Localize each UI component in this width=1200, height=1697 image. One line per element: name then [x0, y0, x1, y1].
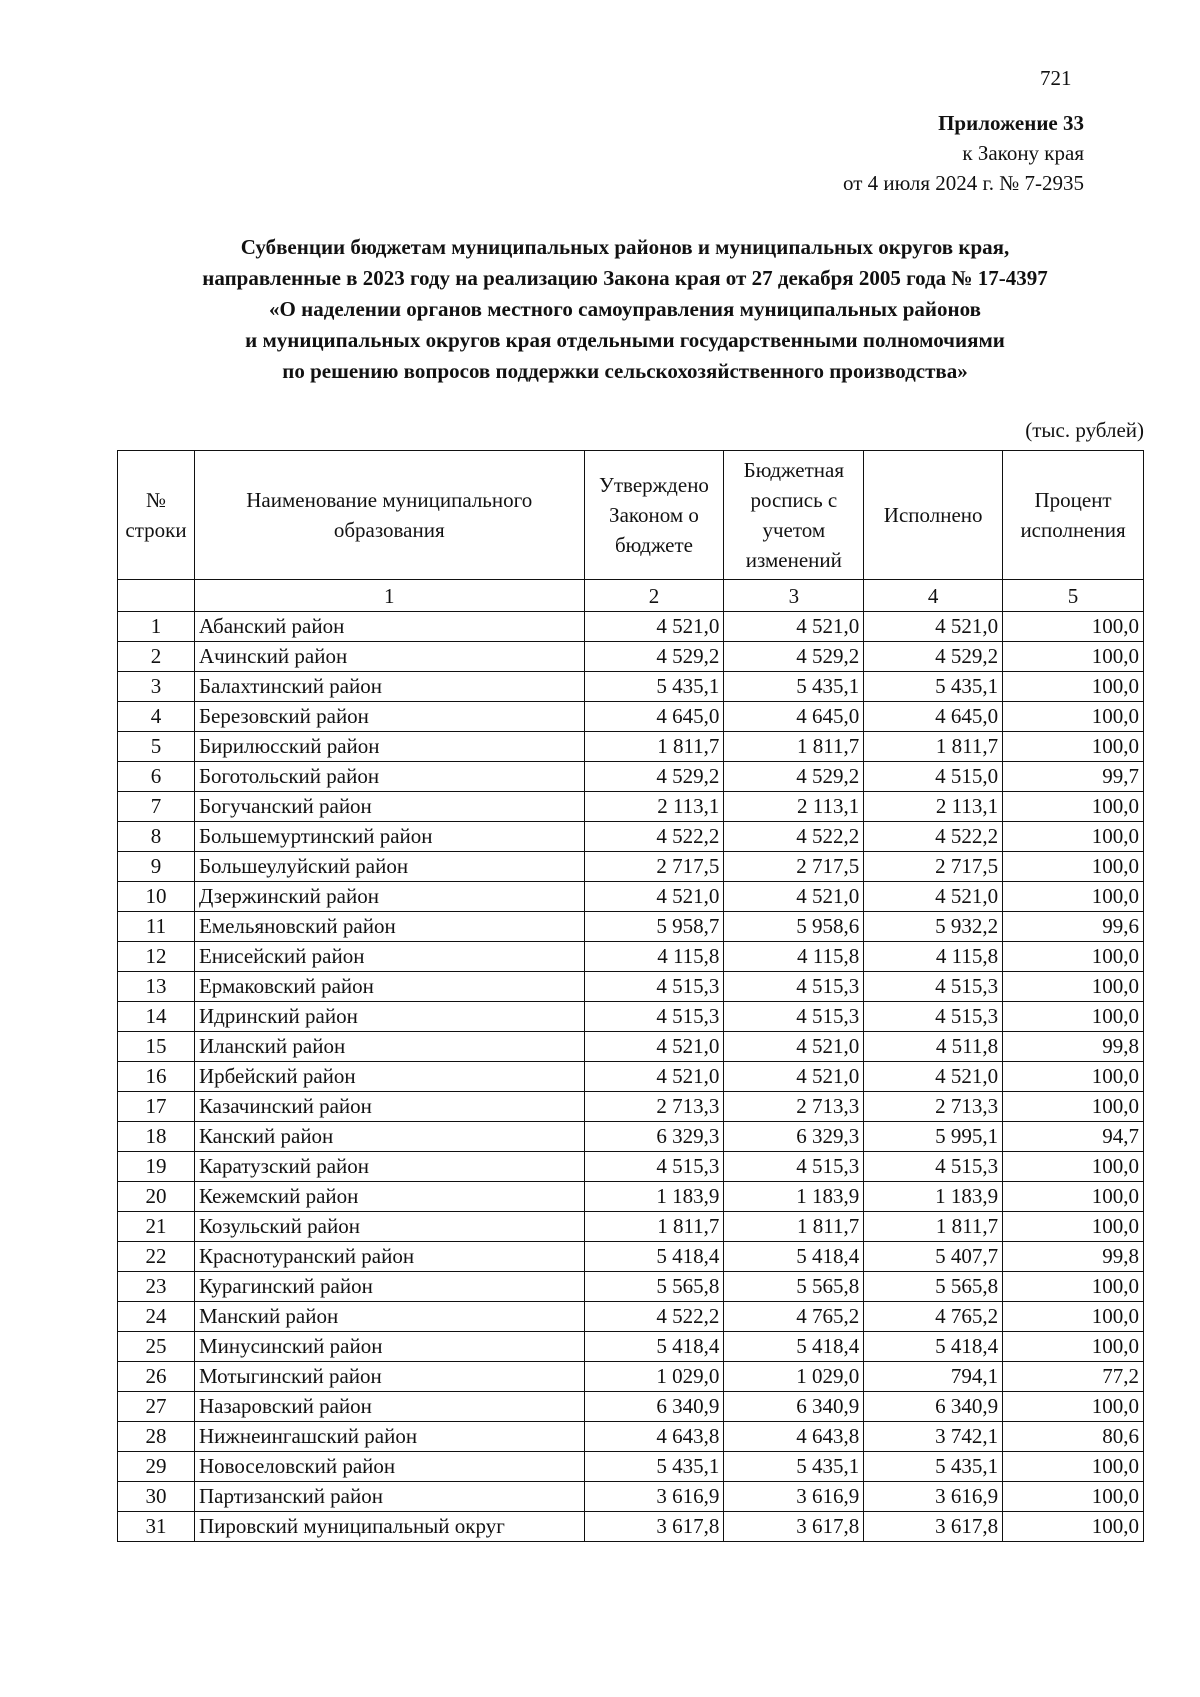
- row-number: 24: [118, 1302, 195, 1332]
- executed-value: 3 616,9: [864, 1482, 1003, 1512]
- schedule-value: 5 418,4: [724, 1242, 864, 1272]
- table-row: [118, 612, 1144, 642]
- table-row: [118, 1122, 1144, 1152]
- executed-value: 4 521,0: [864, 612, 1003, 642]
- schedule-value: 4 521,0: [724, 1032, 864, 1062]
- approved-value: 1 183,9: [584, 1182, 724, 1212]
- executed-value: 5 407,7: [864, 1242, 1003, 1272]
- percent-value: 100,0: [1003, 1332, 1144, 1362]
- municipality-name: Богучанский район: [194, 792, 584, 822]
- executed-value: 794,1: [864, 1362, 1003, 1392]
- table-header-row: [118, 451, 1144, 580]
- row-number: 28: [118, 1422, 195, 1452]
- municipality-name: Минусинский район: [194, 1332, 584, 1362]
- approved-value: 1 811,7: [584, 732, 724, 762]
- title-line: по решению вопросов поддержки сельскохозяйственного производства»: [282, 359, 968, 383]
- approved-value: 4 515,3: [584, 1002, 724, 1032]
- table-row: [118, 972, 1144, 1002]
- page-number: 721: [1040, 66, 1072, 90]
- row-number: 10: [118, 882, 195, 912]
- title-line: «О наделении органов местного самоуправления муниципальных районов: [269, 297, 981, 321]
- percent-value: 100,0: [1003, 882, 1144, 912]
- percent-value: 94,7: [1003, 1122, 1144, 1152]
- approved-value: 5 435,1: [584, 672, 724, 702]
- approved-value: 4 529,2: [584, 762, 724, 792]
- municipality-name: Березовский район: [194, 702, 584, 732]
- schedule-value: 2 717,5: [724, 852, 864, 882]
- column-numbers-row: [118, 580, 1144, 612]
- row-number: 13: [118, 972, 195, 1002]
- executed-value: 4 521,0: [864, 1062, 1003, 1092]
- municipality-name: Енисейский район: [194, 942, 584, 972]
- schedule-value: 5 958,6: [724, 912, 864, 942]
- subventions-table: [117, 450, 1144, 1542]
- municipality-name: Большеулуйский район: [194, 852, 584, 882]
- row-number: 9: [118, 852, 195, 882]
- row-number: 12: [118, 942, 195, 972]
- approved-value: 3 616,9: [584, 1482, 724, 1512]
- approved-value: 2 713,3: [584, 1092, 724, 1122]
- row-number: 23: [118, 1272, 195, 1302]
- row-number: 17: [118, 1092, 195, 1122]
- table-row: [118, 1392, 1144, 1422]
- executed-value: 4 765,2: [864, 1302, 1003, 1332]
- executed-value: 3 742,1: [864, 1422, 1003, 1452]
- percent-value: 99,8: [1003, 1242, 1144, 1272]
- percent-value: 100,0: [1003, 852, 1144, 882]
- municipality-name: Курагинский район: [194, 1272, 584, 1302]
- column-number: 1: [194, 580, 584, 612]
- title-line: и муниципальных округов края отдельными государственными полномочиями: [245, 328, 1005, 352]
- header-percent: Процент исполнения: [1003, 451, 1144, 580]
- table-row: [118, 912, 1144, 942]
- row-number: 22: [118, 1242, 195, 1272]
- schedule-value: 1 811,7: [724, 732, 864, 762]
- row-number: 27: [118, 1392, 195, 1422]
- row-number: 11: [118, 912, 195, 942]
- row-number: 15: [118, 1032, 195, 1062]
- executed-value: 4 511,8: [864, 1032, 1003, 1062]
- executed-value: 4 522,2: [864, 822, 1003, 852]
- schedule-value: 4 529,2: [724, 642, 864, 672]
- schedule-value: 1 183,9: [724, 1182, 864, 1212]
- executed-value: 4 515,0: [864, 762, 1003, 792]
- document-title: [110, 232, 1140, 387]
- municipality-name: Партизанский район: [194, 1482, 584, 1512]
- table-row: [118, 792, 1144, 822]
- schedule-value: 1 811,7: [724, 1212, 864, 1242]
- approved-value: 1 029,0: [584, 1362, 724, 1392]
- approved-value: 5 565,8: [584, 1272, 724, 1302]
- appendix-title: Приложение 33: [938, 111, 1084, 135]
- approved-value: 5 418,4: [584, 1332, 724, 1362]
- table-row: [118, 852, 1144, 882]
- percent-value: 100,0: [1003, 1272, 1144, 1302]
- row-number: 3: [118, 672, 195, 702]
- row-number: 26: [118, 1362, 195, 1392]
- municipality-name: Большемуртинский район: [194, 822, 584, 852]
- row-number: 21: [118, 1212, 195, 1242]
- percent-value: 100,0: [1003, 972, 1144, 1002]
- municipality-name: Мотыгинский район: [194, 1362, 584, 1392]
- schedule-value: 4 515,3: [724, 972, 864, 1002]
- row-number: 30: [118, 1482, 195, 1512]
- approved-value: 6 329,3: [584, 1122, 724, 1152]
- executed-value: 1 811,7: [864, 732, 1003, 762]
- schedule-value: 4 515,3: [724, 1002, 864, 1032]
- table-row: [118, 1332, 1144, 1362]
- approved-value: 4 521,0: [584, 1032, 724, 1062]
- table-row: [118, 1362, 1144, 1392]
- percent-value: 100,0: [1003, 702, 1144, 732]
- approved-value: 4 521,0: [584, 882, 724, 912]
- schedule-value: 4 515,3: [724, 1152, 864, 1182]
- municipality-name: Ермаковский район: [194, 972, 584, 1002]
- approved-value: 3 617,8: [584, 1512, 724, 1542]
- municipality-name: Дзержинский район: [194, 882, 584, 912]
- municipality-name: Нижнеингашский район: [194, 1422, 584, 1452]
- row-number: 2: [118, 642, 195, 672]
- schedule-value: 5 435,1: [724, 1452, 864, 1482]
- municipality-name: Бирилюсский район: [194, 732, 584, 762]
- appendix-block: [843, 108, 1084, 198]
- row-number: 16: [118, 1062, 195, 1092]
- row-number: 5: [118, 732, 195, 762]
- table-row: [118, 642, 1144, 672]
- units-label: (тыс. рублей): [1025, 418, 1144, 442]
- municipality-name: Балахтинский район: [194, 672, 584, 702]
- row-number: 31: [118, 1512, 195, 1542]
- municipality-name: Емельяновский район: [194, 912, 584, 942]
- municipality-name: Ачинский район: [194, 642, 584, 672]
- percent-value: 99,7: [1003, 762, 1144, 792]
- executed-value: 2 713,3: [864, 1092, 1003, 1122]
- executed-value: 1 811,7: [864, 1212, 1003, 1242]
- executed-value: 4 529,2: [864, 642, 1003, 672]
- schedule-value: 3 616,9: [724, 1482, 864, 1512]
- table-row: [118, 1062, 1144, 1092]
- schedule-value: 4 115,8: [724, 942, 864, 972]
- column-number: 2: [584, 580, 724, 612]
- row-number: 18: [118, 1122, 195, 1152]
- table-row: [118, 672, 1144, 702]
- percent-value: 100,0: [1003, 1452, 1144, 1482]
- percent-value: 100,0: [1003, 792, 1144, 822]
- percent-value: 99,8: [1003, 1032, 1144, 1062]
- table-row: [118, 1002, 1144, 1032]
- schedule-value: 4 529,2: [724, 762, 864, 792]
- row-number: 19: [118, 1152, 195, 1182]
- executed-value: 5 418,4: [864, 1332, 1003, 1362]
- header-municipality: Наименование муниципального образования: [194, 451, 584, 580]
- row-number: 7: [118, 792, 195, 822]
- executed-value: 4 645,0: [864, 702, 1003, 732]
- municipality-name: Абанский район: [194, 612, 584, 642]
- column-number: 4: [864, 580, 1003, 612]
- percent-value: 100,0: [1003, 732, 1144, 762]
- approved-value: 4 522,2: [584, 1302, 724, 1332]
- table-row: [118, 1182, 1144, 1212]
- schedule-value: 4 765,2: [724, 1302, 864, 1332]
- column-number: [118, 580, 195, 612]
- table-row: [118, 1152, 1144, 1182]
- row-number: 20: [118, 1182, 195, 1212]
- municipality-name: Идринский район: [194, 1002, 584, 1032]
- approved-value: 2 113,1: [584, 792, 724, 822]
- table-row: [118, 822, 1144, 852]
- schedule-value: 5 435,1: [724, 672, 864, 702]
- executed-value: 4 521,0: [864, 882, 1003, 912]
- percent-value: 100,0: [1003, 672, 1144, 702]
- appendix-law-ref: к Закону края: [962, 141, 1084, 165]
- percent-value: 100,0: [1003, 612, 1144, 642]
- percent-value: 100,0: [1003, 1002, 1144, 1032]
- header-approved: Утверждено Законом о бюджете: [584, 451, 724, 580]
- executed-value: 5 995,1: [864, 1122, 1003, 1152]
- percent-value: 100,0: [1003, 1512, 1144, 1542]
- approved-value: 1 811,7: [584, 1212, 724, 1242]
- municipality-name: Иланский район: [194, 1032, 584, 1062]
- municipality-name: Краснотуранский район: [194, 1242, 584, 1272]
- schedule-value: 5 565,8: [724, 1272, 864, 1302]
- row-number: 4: [118, 702, 195, 732]
- table-row: [118, 1512, 1144, 1542]
- percent-value: 100,0: [1003, 1182, 1144, 1212]
- percent-value: 99,6: [1003, 912, 1144, 942]
- approved-value: 4 522,2: [584, 822, 724, 852]
- approved-value: 4 529,2: [584, 642, 724, 672]
- table-row: [118, 1302, 1144, 1332]
- header-row-number: № строки: [118, 451, 195, 580]
- table-row: [118, 762, 1144, 792]
- percent-value: 100,0: [1003, 1392, 1144, 1422]
- municipality-name: Кежемский район: [194, 1182, 584, 1212]
- schedule-value: 4 521,0: [724, 882, 864, 912]
- table-row: [118, 732, 1144, 762]
- schedule-value: 4 643,8: [724, 1422, 864, 1452]
- approved-value: 4 115,8: [584, 942, 724, 972]
- schedule-value: 5 418,4: [724, 1332, 864, 1362]
- executed-value: 4 515,3: [864, 1002, 1003, 1032]
- table-body: [118, 612, 1144, 1542]
- table-row: [118, 882, 1144, 912]
- executed-value: 5 932,2: [864, 912, 1003, 942]
- schedule-value: 2 713,3: [724, 1092, 864, 1122]
- table-row: [118, 702, 1144, 732]
- percent-value: 100,0: [1003, 1302, 1144, 1332]
- percent-value: 100,0: [1003, 1092, 1144, 1122]
- approved-value: 4 521,0: [584, 612, 724, 642]
- table-row: [118, 1032, 1144, 1062]
- row-number: 6: [118, 762, 195, 792]
- table-row: [118, 942, 1144, 972]
- schedule-value: 6 329,3: [724, 1122, 864, 1152]
- table-row: [118, 1092, 1144, 1122]
- approved-value: 5 958,7: [584, 912, 724, 942]
- approved-value: 4 521,0: [584, 1062, 724, 1092]
- row-number: 1: [118, 612, 195, 642]
- municipality-name: Казачинский район: [194, 1092, 584, 1122]
- executed-value: 4 515,3: [864, 1152, 1003, 1182]
- row-number: 29: [118, 1452, 195, 1482]
- schedule-value: 1 029,0: [724, 1362, 864, 1392]
- municipality-name: Ирбейский район: [194, 1062, 584, 1092]
- percent-value: 100,0: [1003, 822, 1144, 852]
- approved-value: 4 645,0: [584, 702, 724, 732]
- percent-value: 100,0: [1003, 1062, 1144, 1092]
- municipality-name: Каратузский район: [194, 1152, 584, 1182]
- approved-value: 6 340,9: [584, 1392, 724, 1422]
- schedule-value: 4 521,0: [724, 612, 864, 642]
- municipality-name: Назаровский район: [194, 1392, 584, 1422]
- schedule-value: 4 521,0: [724, 1062, 864, 1092]
- approved-value: 5 418,4: [584, 1242, 724, 1272]
- row-number: 8: [118, 822, 195, 852]
- approved-value: 2 717,5: [584, 852, 724, 882]
- municipality-name: Боготольский район: [194, 762, 584, 792]
- title-line: направленные в 2023 году на реализацию Закона края от 27 декабря 2005 года № 17-4397: [202, 266, 1048, 290]
- appendix-law-date: от 4 июля 2024 г. № 7-2935: [843, 171, 1084, 195]
- column-number: 3: [724, 580, 864, 612]
- approved-value: 5 435,1: [584, 1452, 724, 1482]
- schedule-value: 3 617,8: [724, 1512, 864, 1542]
- schedule-value: 4 522,2: [724, 822, 864, 852]
- executed-value: 5 565,8: [864, 1272, 1003, 1302]
- executed-value: 5 435,1: [864, 672, 1003, 702]
- table-row: [118, 1212, 1144, 1242]
- municipality-name: Козульский район: [194, 1212, 584, 1242]
- title-line: Субвенции бюджетам муниципальных районов и муниципальных округов края,: [240, 235, 1010, 259]
- approved-value: 4 515,3: [584, 1152, 724, 1182]
- header-budget-schedule: Бюджетная роспись с учетом изменений: [724, 451, 864, 580]
- percent-value: 100,0: [1003, 642, 1144, 672]
- approved-value: 4 643,8: [584, 1422, 724, 1452]
- column-number: 5: [1003, 580, 1144, 612]
- percent-value: 100,0: [1003, 1482, 1144, 1512]
- executed-value: 2 717,5: [864, 852, 1003, 882]
- executed-value: 1 183,9: [864, 1182, 1003, 1212]
- municipality-name: Канский район: [194, 1122, 584, 1152]
- table-row: [118, 1482, 1144, 1512]
- percent-value: 77,2: [1003, 1362, 1144, 1392]
- schedule-value: 2 113,1: [724, 792, 864, 822]
- row-number: 25: [118, 1332, 195, 1362]
- municipality-name: Манский район: [194, 1302, 584, 1332]
- approved-value: 4 515,3: [584, 972, 724, 1002]
- municipality-name: Новоселовский район: [194, 1452, 584, 1482]
- percent-value: 100,0: [1003, 1212, 1144, 1242]
- percent-value: 100,0: [1003, 942, 1144, 972]
- municipality-name: Пировский муниципальный округ: [194, 1512, 584, 1542]
- executed-value: 4 515,3: [864, 972, 1003, 1002]
- table-row: [118, 1452, 1144, 1482]
- executed-value: 5 435,1: [864, 1452, 1003, 1482]
- header-executed: Исполнено: [864, 451, 1003, 580]
- schedule-value: 4 645,0: [724, 702, 864, 732]
- executed-value: 6 340,9: [864, 1392, 1003, 1422]
- row-number: 14: [118, 1002, 195, 1032]
- executed-value: 4 115,8: [864, 942, 1003, 972]
- table-row: [118, 1272, 1144, 1302]
- schedule-value: 6 340,9: [724, 1392, 864, 1422]
- percent-value: 100,0: [1003, 1152, 1144, 1182]
- percent-value: 80,6: [1003, 1422, 1144, 1452]
- table-row: [118, 1422, 1144, 1452]
- executed-value: 3 617,8: [864, 1512, 1003, 1542]
- executed-value: 2 113,1: [864, 792, 1003, 822]
- table-row: [118, 1242, 1144, 1272]
